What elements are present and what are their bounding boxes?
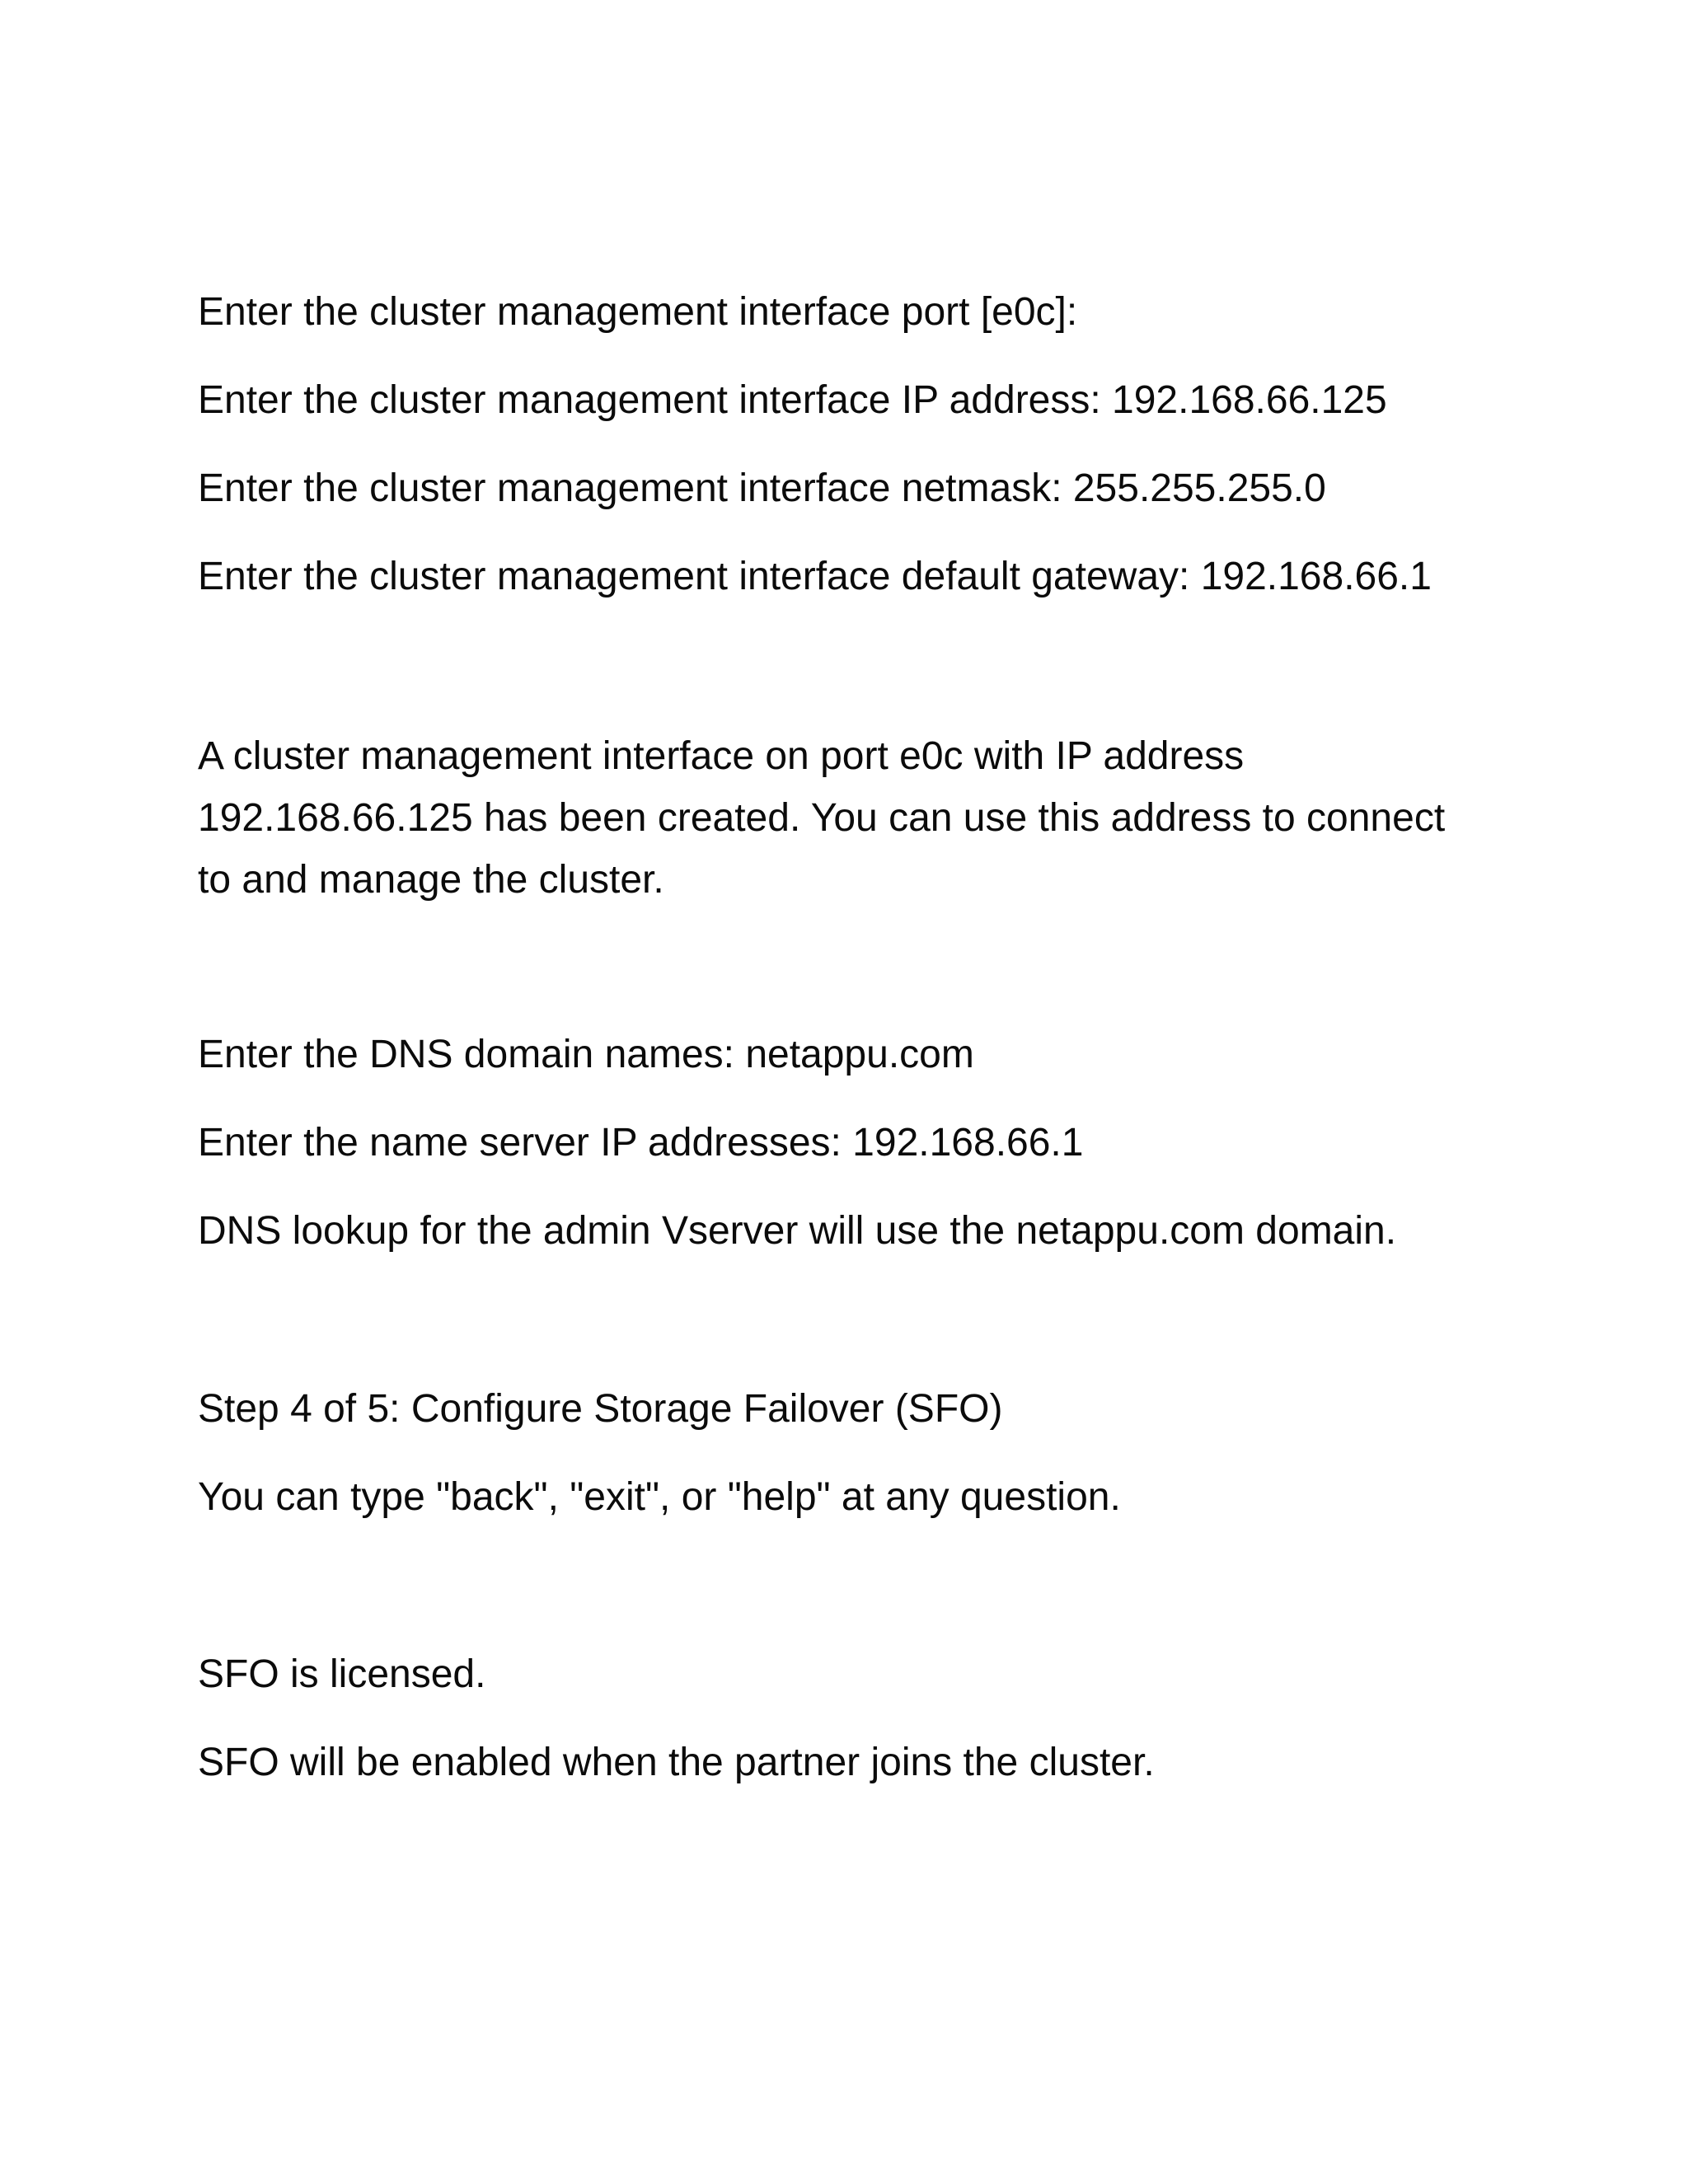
cluster-ip-prompt: Enter the cluster management interface IP address: 192.168.66.125 (198, 378, 1387, 422)
cluster-port-prompt: Enter the cluster management interface port [e0c]: (198, 290, 1078, 334)
dns-lookup-message: DNS lookup for the admin Vserver will use the netappu.com domain. (198, 1209, 1397, 1253)
sfo-enable-note: SFO will be enabled when the partner joins the cluster. (198, 1741, 1155, 1784)
cluster-netmask-prompt: Enter the cluster management interface netmask: 255.255.255.0 (198, 466, 1326, 510)
cluster-gateway-prompt: Enter the cluster management interface default gateway: 192.168.66.1 (198, 555, 1432, 598)
dns-domain-prompt: Enter the DNS domain names: netappu.com (198, 1033, 974, 1076)
interface-created-message (198, 725, 1500, 911)
step-heading: Step 4 of 5: Configure Storage Failover (SFO) (198, 1387, 1003, 1431)
created-message-line-2: 192.168.66.125 has been created. You can use this address to connect (198, 796, 1446, 840)
step-hint: You can type "back", "exit", or "help" at any question. (198, 1475, 1121, 1519)
dns-nameserver-prompt: Enter the name server IP addresses: 192.168.66.1 (198, 1121, 1084, 1165)
created-message-line-3: to and manage the cluster. (198, 858, 664, 902)
created-message-line-1: A cluster management interface on port e0c with IP address (198, 734, 1245, 778)
sfo-licensed-status: SFO is licensed. (198, 1652, 486, 1696)
